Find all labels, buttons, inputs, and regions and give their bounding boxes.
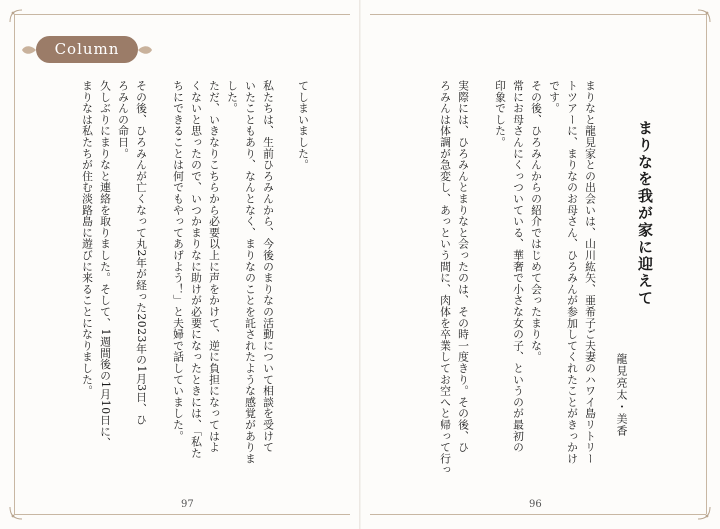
body-line: トツアーに、まりなのお母さん、ひろみんが参加してくれたことがきっかけ	[566, 80, 579, 465]
article-authors: 龍見亮太・美香	[615, 353, 628, 437]
leaf-ornament-right-icon	[136, 41, 154, 59]
body-line: まりなは私たちが住む淡路島に遊びに来ることになりました。	[81, 80, 94, 397]
corner-ornament-br	[697, 506, 711, 520]
body-line: くないと思ったので、いつかまりなに助けが必要になったときには、「私た	[190, 80, 203, 459]
page-number-right: 96	[529, 499, 542, 510]
body-line: ろみんは体調が急変し、あっという間に、肉体を卒業してお空へと帰って行っ	[439, 80, 452, 476]
body-line: その後、ひろみんが亡くなって丸2年が経った2023年の1月3日、ひ	[135, 80, 148, 426]
frame-left	[14, 14, 15, 514]
body-line: ろみんの命日。	[117, 80, 130, 160]
body-line: した。	[226, 80, 239, 114]
body-line: てしまいました。	[297, 80, 310, 171]
column-badge-label: Column	[54, 40, 120, 58]
frame-top-right	[370, 14, 706, 15]
frame-bottom-right	[370, 514, 706, 515]
corner-ornament-bl	[9, 506, 23, 520]
corner-ornament-tr	[697, 9, 711, 23]
body-line: です。	[548, 80, 561, 114]
corner-ornament-tl	[9, 9, 23, 23]
column-badge	[36, 36, 138, 63]
frame-bottom-left	[14, 514, 350, 515]
body-line: 久しぶりにまりなと連絡を取りました。そして、1週間後の1月10日に、	[99, 80, 112, 449]
body-line: その後、ひろみんからの紹介ではじめて会ったまりな。	[530, 80, 543, 363]
article-title: まりなを我が家に迎えて	[636, 120, 654, 307]
body-line: まりなと龍見家との出会いは、山川紘矢、亜希子ご夫妻のハワイ島リトリー	[584, 80, 597, 465]
body-line: いたこともあり、なんとなく、まりなのことを託されたような感覚がありま	[244, 80, 257, 465]
body-line: ちにできることは何でもやってあげよう！」と夫婦で話していました。	[172, 80, 185, 442]
body-line: 常にお母さんにくっついている、華奢で小さな女の子、というのが最初の	[512, 80, 525, 453]
frame-top-left	[14, 14, 350, 15]
body-line: 印象でした。	[494, 80, 507, 148]
body-line: 実際には、ひろみんとまりなと会ったのは、その時一度きり。その後、ひ	[457, 80, 470, 453]
body-line: ただ、いきなりこちらから必要以上に声をかけて、逆に負担になってはよ	[208, 80, 221, 453]
body-line: 私たちは、生前ひろみんから、今後のまりなの活動について相談を受けて	[262, 80, 275, 453]
page-number-left: 97	[181, 499, 194, 510]
page-gutter	[359, 0, 361, 529]
frame-right	[706, 14, 707, 514]
